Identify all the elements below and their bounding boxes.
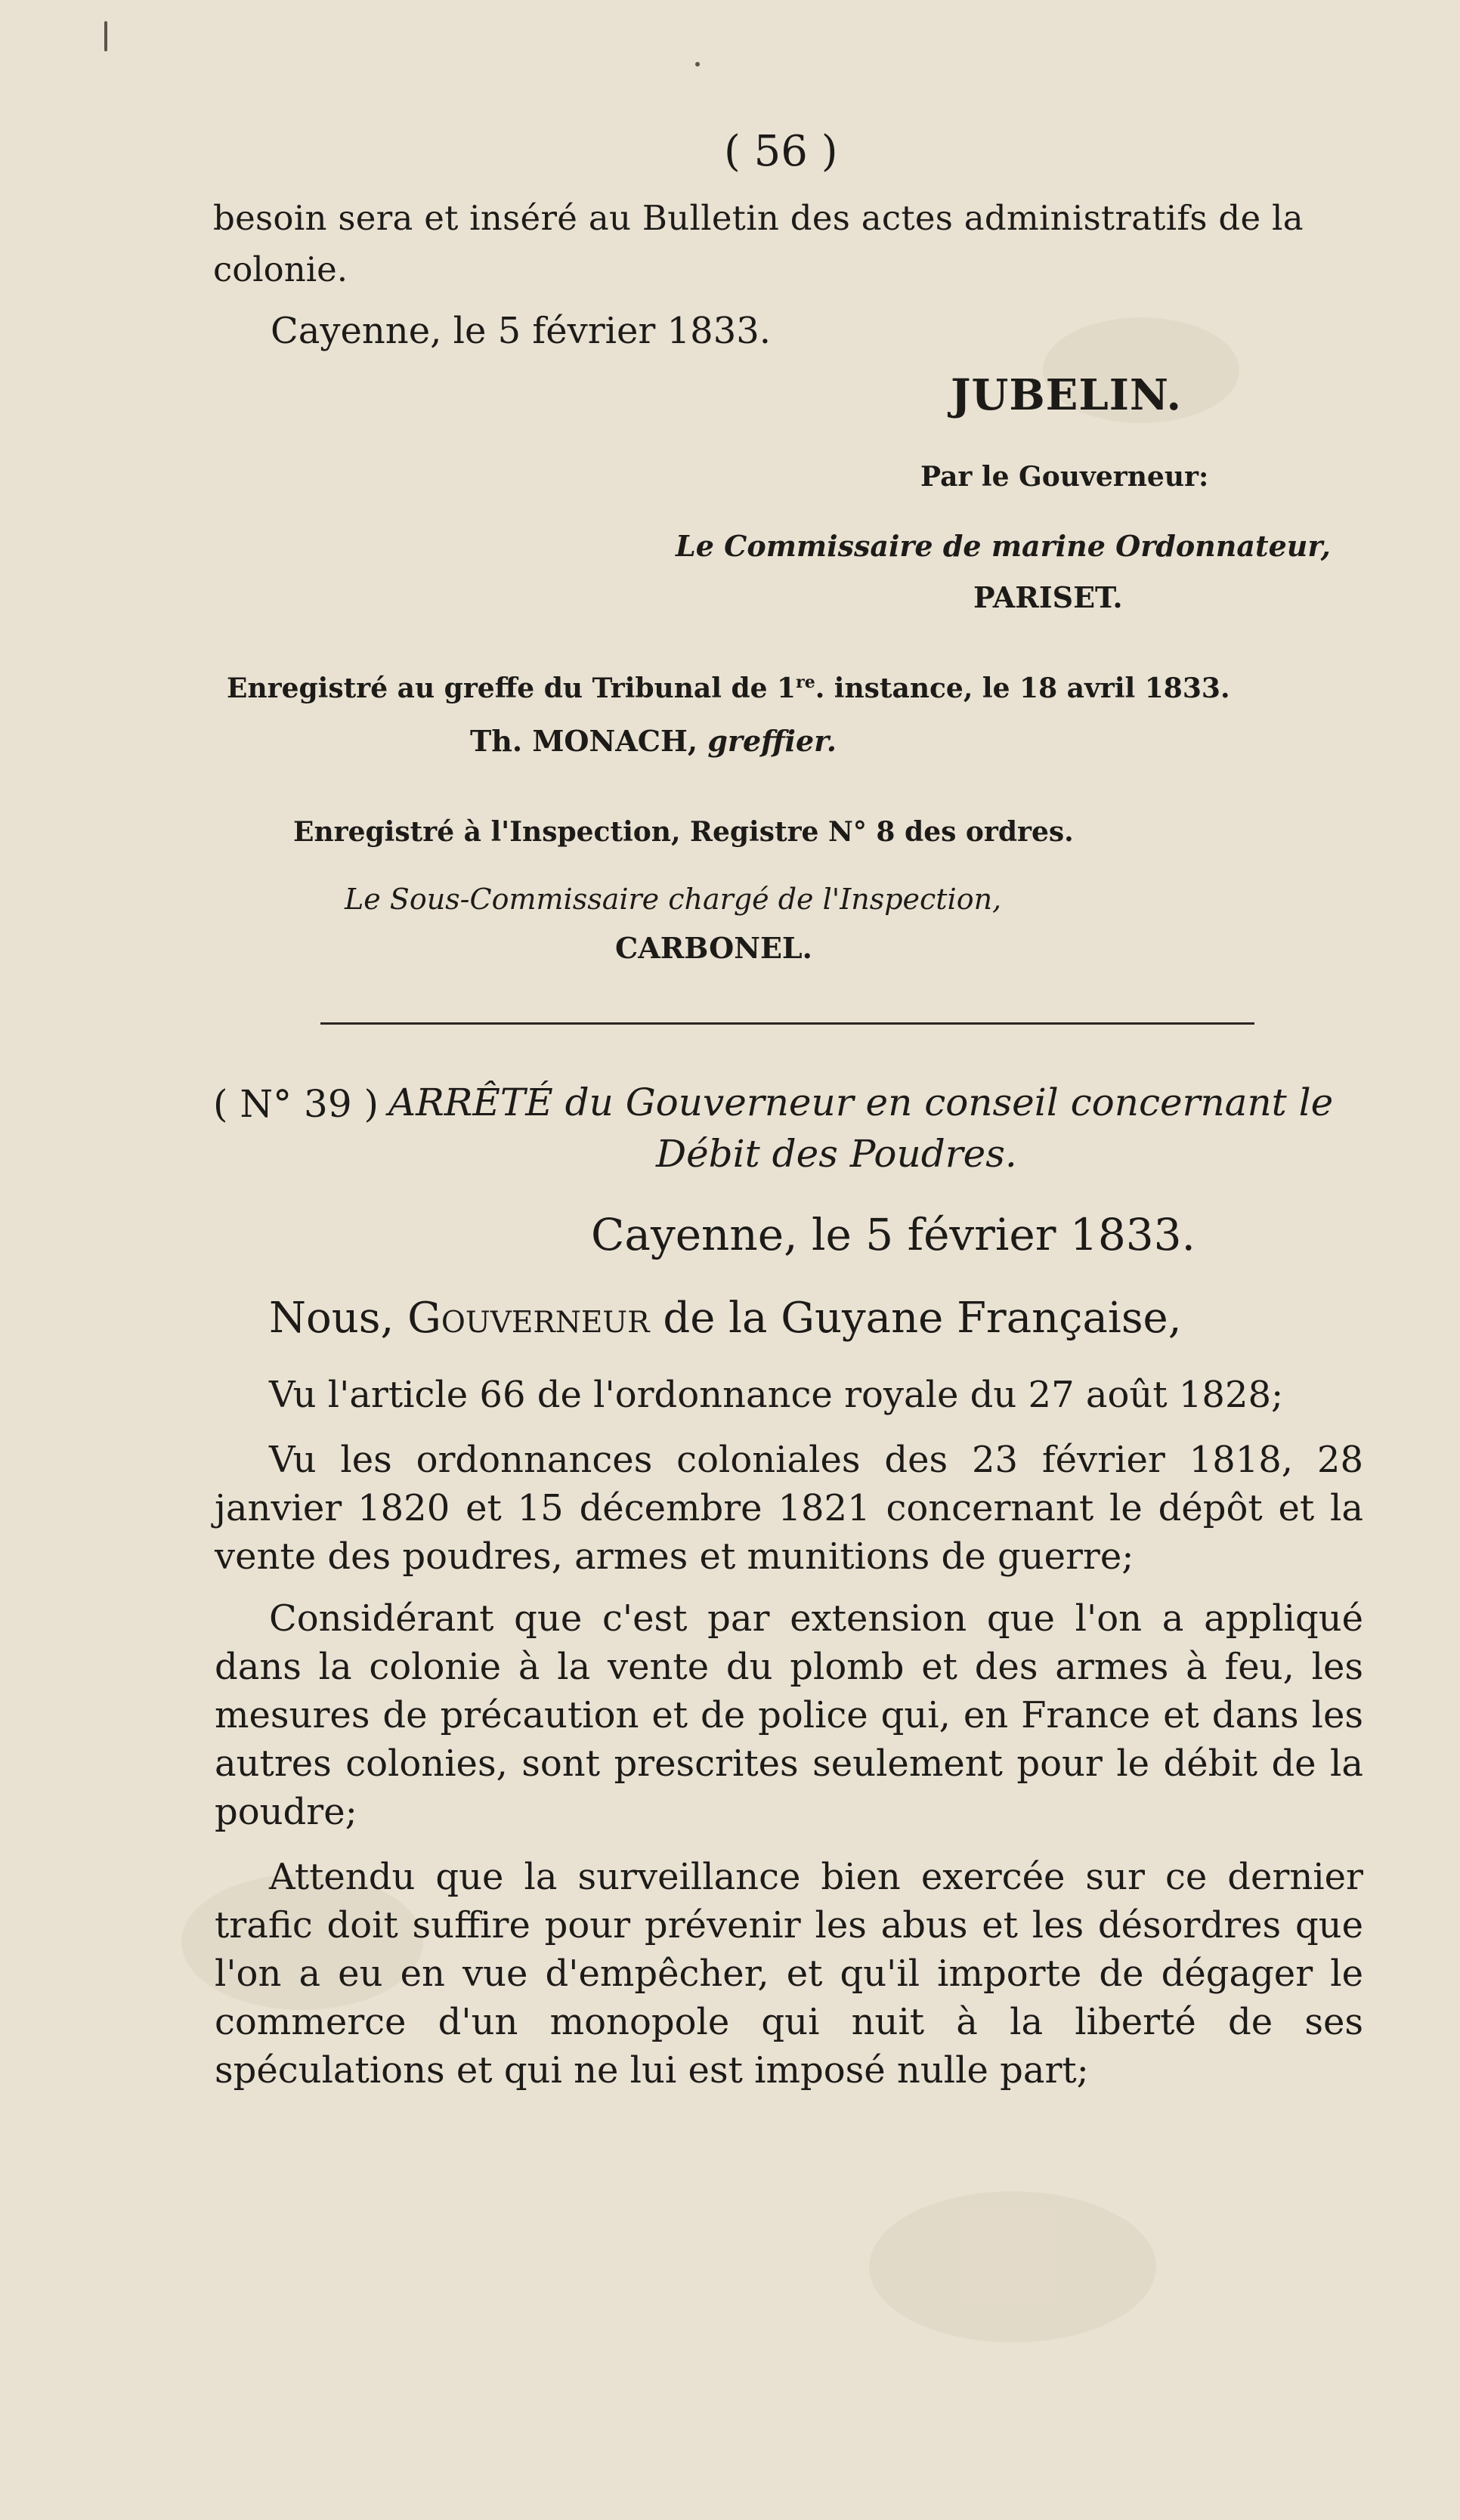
nous-word: Nous, [269,1294,394,1343]
registry-tribunal-text: Enregistré au greffe du Tribunal de 1 [227,673,797,704]
page-number: ( 56 ) [724,127,838,176]
registry-inspection: Enregistré à l'Inspection, Registre N° 8 des ordres. [293,816,1074,848]
commissaire-title: Le Commissaire de marine Ordonnateur, [676,529,1331,563]
vu-ordonnances-paragraph: Vu les ordonnances coloniales des 23 février 1818, 28 janvier 1820 et 15 décembre 1821 concernant le dépôt et la vente des poudres, armes et munitions de guerre; [215,1439,1363,1578]
considerant-paragraph: Considérant que c'est par extension que l'on a appliqué dans la colonie à la vente du plomb et des armes à feu, les mesures de précaution et de police qui, en France et dans les autres colonies, sont prescrites seulement pour le débit de la poudre; [215,1597,1363,1833]
attendu-paragraph: Attendu que la surveillance bien exercée sur ce dernier trafic doit suffire pour prévenir les abus et les désordres que l'on a eu en vue d'empêcher, et qu'il importe de dégager le commerce d'un monopole qui nuit à la liberté de ses spéculations et qui ne lui est imposé nulle part; [215,1856,1363,2092]
by-governor-label: Par le Gouverneur: [920,461,1209,493]
arrete-place-date: Cayenne, le 5 février 1833. [591,1209,1196,1260]
sous-commissaire-title: Le Sous-Commissaire chargé de l'Inspection, [345,883,1002,916]
ink-speck [695,62,700,66]
gouverneur-word: Gouverneur [407,1294,650,1343]
nous-rest: de la Guyane Française, [663,1294,1182,1343]
arrete-heading-line-2: Débit des Poudres. [656,1132,1017,1176]
registry-tribunal-superscript: re [796,673,815,692]
greffier-line [470,724,837,758]
sous-commissaire-name: CARBONEL. [615,931,812,965]
decree-place-date: Cayenne, le 5 février 1833. [271,310,772,352]
greffier-name: Th. MONACH, [470,724,698,758]
commissaire-name: PARISET. [973,580,1123,614]
arrete-heading-line-1: ARRÊTÉ du Gouverneur en conseil concernant le [388,1081,1334,1124]
section-separator [320,1022,1254,1025]
continuation-line-1: besoin sera et inséré au Bulletin des actes administratifs de la [213,198,1304,238]
governor-signature: JUBELIN. [951,370,1183,420]
nous-line [269,1294,1182,1343]
arrete-number: ( N° 39 ) [213,1082,379,1126]
greffier-title: greffier. [707,724,837,758]
registry-tribunal-date: . instance, le 18 avril 1833. [815,673,1230,704]
continuation-line-2: colonie. [213,249,348,289]
paper-stain [869,2191,1156,2342]
ink-speck [104,21,107,51]
registry-tribunal [227,673,1230,704]
vu-article-66: Vu l'article 66 de l'ordonnance royale du 27 août 1828; [269,1374,1284,1416]
